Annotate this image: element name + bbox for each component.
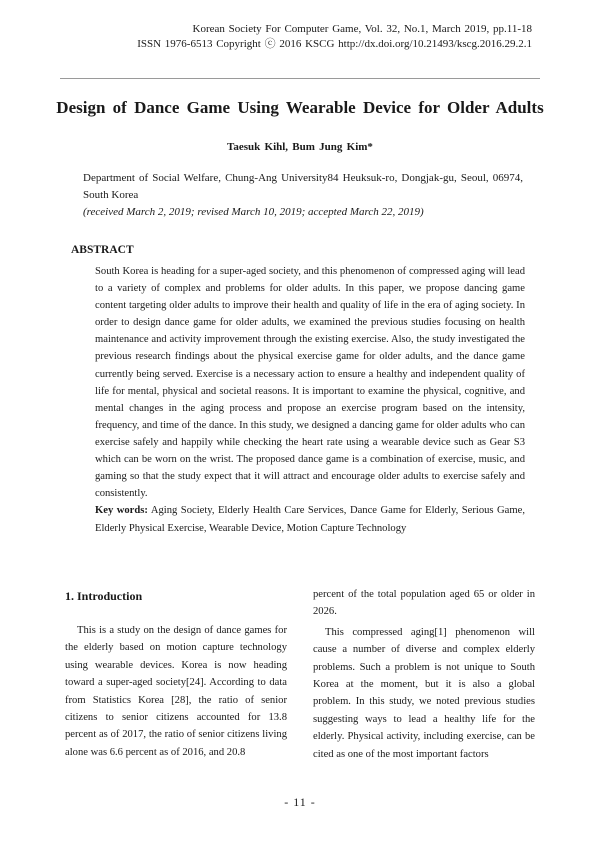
journal-citation-line: Korean Society For Computer Game, Vol. 32, No.1, March 2019, pp.11-18 [192,23,532,35]
authors: Taesuk Kihl, Bum Jung Kim* [227,141,373,153]
received-dates: (received March 2, 2019; revised March 10, 2019; accepted March 22, 2019) [83,206,424,218]
keywords [95,502,525,537]
intro-paragraph-1-continued: percent of the total population aged 65 or older in 2026. [313,589,535,618]
abstract-body: South Korea is heading for a super-aged society, and this phenomenon of compressed aging will lead to a variety of complex and problems for older adults. In this paper, we propose dancing game content targeting older adults to improve their health and quality of life in the era of aging society. In order to design dance game for older adults, we examined the previous studies focusing on health maintenance and activity improvement through the existing exercise. Also, the study investigated the previous research findings about the physical exercise game for older adults, and the dance game currently being served. Exercise is a necessary action to ensure a healthy and independent quality of life for mental, physical and societal reasons. It is important to examine the physical, cognitive, and mental changes in the aging process and propose an exercise program based on the intensity, frequency, and time of the dance. In this study, we designed a dancing game for older adults who can exercise safely and happily while checking the heart rate using a wearable device such as Gear S3 which can be worn on the wrist. The proposed dance game is a combination of exercise, music, and gaming so that the study expect that it will attract and encourage older adults to exercise safely and consistently. [95,266,525,500]
keywords-text: Aging Society, Elderly Health Care Services, Dance Game for Elderly, Serious Game, Elderly Physical Exercise, Wearable Device, Motion Capture Technology [95,505,525,534]
journal-issn-line: ISSN 1976-6513 Copyright ⓒ 2016 KSCG http://dx.doi.org/10.21493/kscg.2016.29.2.1 [137,38,532,50]
left-column [65,588,287,761]
journal-header [52,22,532,52]
intro-paragraph-1: This is a study on the design of dance games for the elderly based on motion capture technology using wearable devices. Korea is now heading toward a super-aged society[24]. According to data from Statistics Korea [28], the ratio of senior citizens to senior citizens accounted for 13.8 percent as of 2017, the ratio of senior citizens living alone was 6.6 percent as of 2016, and 20.8 [65,625,287,758]
section-heading-introduction: 1. Introduction [65,589,143,603]
keywords-label: Key words: [95,505,148,516]
header-divider [60,78,540,79]
paper-title: Design of Dance Game Using Wearable Device for Older Adults [56,98,544,117]
affiliation: Department of Social Welfare, Chung-Ang University84 Heuksuk-ro, Dongjak-gu, Seoul, 06974, South Korea [83,172,523,201]
page-number: - 11 - [284,795,316,809]
intro-paragraph-2: This compressed aging[1] phenomenon will cause a number of diverse and complex elderly problems. Such a problem is not unique to South Korea at the moment, but it is also a global problem. In this study, we noted previous studies suggesting ways to lead a healthy life for the elderly. Physical activity, including exercise, can be cited as one of the most important factors [313,626,535,760]
right-column [313,586,535,763]
abstract-heading: ABSTRACT [71,244,134,256]
